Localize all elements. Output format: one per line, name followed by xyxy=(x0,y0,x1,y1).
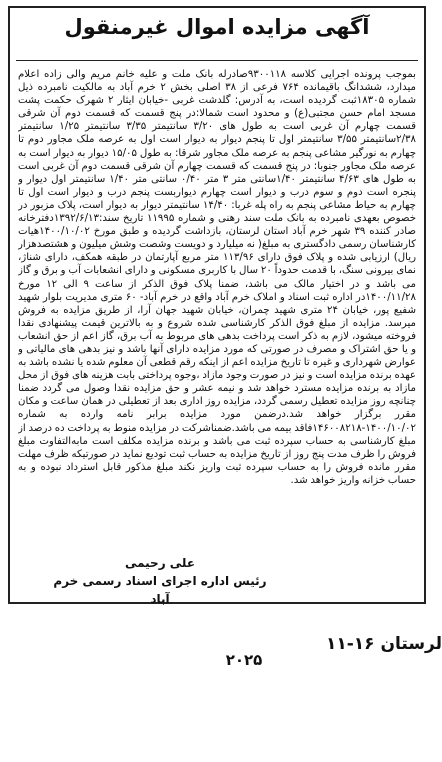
footer-region-label: لرستان ۱۶-۱۱ xyxy=(325,634,442,654)
notice-title: آگهی مزایده اموال غیرمنقول xyxy=(64,15,370,39)
title-divider xyxy=(16,60,418,61)
notice-body-text: بموجب پرونده اجرایی کلاسه ۹۳۰۰۱۱۸صادرله بانک ملت و علیه خانم مریم والی زاده اعلام میدارد، ششدانگ باقیمانده ۷۶۴ فرعی از ۳۸ اصلی بخش ۲ خرم آباد به مالکیت نامبرده ذیل شماره ۱۸۳۰۵ثبت گردیده است، به آدرس: گلدشت غربی -خیابان ایثار ۲ شهرک حکمت پشت مسجد امام حسن مجتبی(ع) و محدود است شمالا:در پنج قسمت که قسمت دوم آن شرقی قسمت چهارم آن غربی است به طول های ۳/۲۰ سانتیمتر ۳/۳۵ سانتیمتر ۱/۲۵ سانتیمتر ۲/۳۸سانتیمتر ۳/۵۵ سانتیمتر اول تا پنجم دیوار به دیوار است اول به عرصه ملک مجاور دوم تا چهارم به نورگیر مشاعی پنجم به عرصه ملک مجاور شرقا: به طول ۱۵/۰۵ دیوار به دیوار است به عرصه ملک مجاور جنوبا: در پنج قسمت که قسمت چهارم آن شرقی قسمت دوم آن غربی است به طول های ۴/۶۳ سانتیمتر ۱/۴۰سانتی متر ۳ متر ۰/۴۰ سانتی متر ۱/۴۰ سانتیمتر اول دیوار و پنجره است دوم و سوم درب و دیوار است چهارم دیواربست پنجم درب و دیوار است اول تا چهارم به حیاط مشاعی پنجم به راه پله غربا: ۱۴/۴۰ سانتیمتر دیوار به دیوار است، پلاک مزبور در خصوص بعهدی نامبرده به بانک ملت سند رهنی و شماره ۱۱۹۹۵ تاریخ سند:۱۳۹۲/۶/۱۳دفترخانه صادر کننده ۳۹ شهر خرم آباد استان لرستان، بازداشت گردیده و طبق مورخ ۱۴۰۰/۱۰/۰۲هیات کارشناسان رسمی دادگستری به مبلغ( نه میلیارد و دویست وشصت وشش میلیون و هشتصدهزار ریال) ارزیابی شده و پلاک فوق دارای ۱۱۳/۹۶ متر مربع آپارتمان در طبقه همکف، دارای شناژ، نمای بیرونی سنگ، با قدمت حدوداً ۲۰ سال با کاربری مسکونی و دارای انشعابات آب و برق و گاز می باشد و در اختیار مالک می باشد، ضمنا پلاک فوق الذکر از ساعت ۹ الی ۱۲ مورخ ۱۴۰۰/۱۱/۲۸در اداره ثبت اسناد و املاک خرم آباد واقع در خرم آباد- ۶۰ متری مدیریت بلوار شهید شفیع پور، خیابان ۲۴ متری شهید چمران، خیابان شهید جهان آرا، از طریق مزایده به فروش میرسد. مزایده از مبلغ فوق الذکر کارشناسی شده شروع و به بالاترین قیمت پیشنهادی نقدا فروخته میشود، لازم به ذکر است پرداخت بدهی های مربوط به آب برق، گاز اعم از حق انشعاب و یا حق اشتراک و مصرف در صورتی که مورد مزایده دارای آنها باشد و نیز بدهی های مالیاتی و عوارض شهرداری و غیره تا تاریخ مزایده اعم از اینکه رقم قطعی آن معلوم شده یا نشده باشد به عهده برنده مزایده است و نیز در صورت وجود مازاد ،وجوه پرداختی بابت هزینه های فوق از محل مازاد به برنده مزایده مسترد خواهد شد و نیمه عشر و حق مزایده نقدا وصول می گردد ضمنا چنانچه روز مزایده تعطیل رسمی گردد، مزایده روز اداری بعد از تعطیلی در همان ساعت و مکان مقرر برگزار خواهد شد.درضمن مورد مزایده برابر نامه وارده به شماره ۱۴۰۰/۱۰/۰۲-۱۴۶۰۰۸۲۱۸فاقد بیمه می باشد.ضمناشرکت در مزایده منوط به پرداخت ده درصد از مبلغ کارشناسی به حساب سپرده ثبت می باشد و برنده مزایده مکلف است مابه‌التفاوت مبلغ فروش را ظرف مدت پنج روز از تاریخ مزایده به حساب ثبت تودیع نماید در صورتیکه ظرف مهلت مقرر مانده فروش را به حساب سپرده ثبت واریز نکند مبلغ مذکور قابل استرداد نبوده و به حساب خزانه واریز خواهد شد. xyxy=(18,69,416,486)
signer-title: رئیس اداره اجرای اسناد رسمی خرم آباد xyxy=(53,574,267,606)
footer-code: ۲۰۲۵ xyxy=(225,651,263,669)
auction-notice xyxy=(8,6,426,604)
signer-name: علی رحیمی xyxy=(124,556,196,570)
signature-block xyxy=(50,554,270,608)
